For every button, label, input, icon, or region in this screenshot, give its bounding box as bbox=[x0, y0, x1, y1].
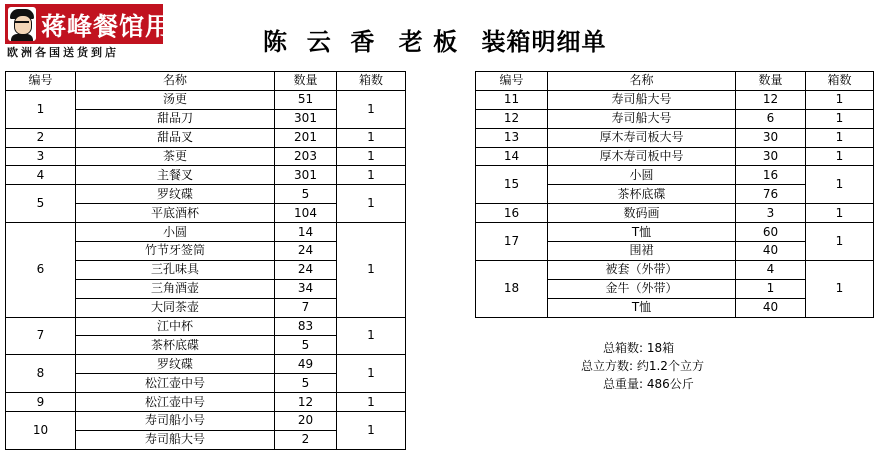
cell-name: 小圆 bbox=[76, 223, 275, 242]
cell-boxes: 1 bbox=[806, 128, 874, 147]
table-row bbox=[476, 147, 874, 166]
cell-qty: 301 bbox=[275, 166, 337, 185]
cell-qty: 51 bbox=[275, 90, 337, 109]
cell-no: 14 bbox=[476, 147, 548, 166]
cell-qty: 7 bbox=[275, 298, 337, 317]
cell-boxes: 1 bbox=[337, 147, 406, 166]
cell-boxes: 1 bbox=[337, 393, 406, 412]
cell-qty: 301 bbox=[275, 109, 337, 128]
cell-qty: 83 bbox=[275, 317, 337, 336]
cell-qty: 4 bbox=[736, 260, 806, 279]
table-row bbox=[476, 128, 874, 147]
cell-name: 竹节牙签筒 bbox=[76, 242, 275, 261]
title-customer-name: 陈 云 香 bbox=[263, 28, 376, 56]
cell-boxes: 1 bbox=[806, 166, 874, 204]
cell-no: 1 bbox=[6, 90, 76, 128]
cell-qty: 5 bbox=[275, 336, 337, 355]
cell-qty: 6 bbox=[736, 109, 806, 128]
cell-qty: 30 bbox=[736, 128, 806, 147]
portrait-icon bbox=[8, 7, 36, 41]
cell-qty: 2 bbox=[275, 430, 337, 449]
cell-boxes: 1 bbox=[337, 90, 406, 128]
table-header-row bbox=[476, 72, 874, 91]
cell-qty: 1 bbox=[736, 279, 806, 298]
cell-qty: 5 bbox=[275, 374, 337, 393]
cell-qty: 12 bbox=[275, 393, 337, 412]
summary-total-boxes: 总箱数: 18箱 bbox=[603, 341, 675, 355]
table-row bbox=[6, 223, 406, 242]
cell-boxes: 1 bbox=[337, 223, 406, 317]
header-no: 编号 bbox=[476, 72, 548, 91]
cell-qty: 201 bbox=[275, 128, 337, 147]
table-row bbox=[6, 393, 406, 412]
cell-no: 17 bbox=[476, 223, 548, 261]
cell-name: 金牛（外带） bbox=[548, 279, 736, 298]
cell-no: 7 bbox=[6, 317, 76, 355]
header-boxes: 箱数 bbox=[337, 72, 406, 91]
cell-qty: 5 bbox=[275, 185, 337, 204]
table-header-row bbox=[6, 72, 406, 91]
cell-no: 9 bbox=[6, 393, 76, 412]
cell-no: 2 bbox=[6, 128, 76, 147]
table-row bbox=[476, 204, 874, 223]
cell-qty: 40 bbox=[736, 242, 806, 261]
table-row bbox=[6, 166, 406, 185]
table-row bbox=[6, 412, 406, 431]
cell-no: 16 bbox=[476, 204, 548, 223]
cell-name: 主餐叉 bbox=[76, 166, 275, 185]
cell-qty: 104 bbox=[275, 204, 337, 223]
cell-name: 平底酒杯 bbox=[76, 204, 275, 223]
cell-name: 茶更 bbox=[76, 147, 275, 166]
cell-no: 4 bbox=[6, 166, 76, 185]
cell-name: 寿司船大号 bbox=[548, 109, 736, 128]
cell-no: 10 bbox=[6, 412, 76, 450]
logo-company-name: 蒋峰餐馆用品 bbox=[41, 12, 198, 41]
cell-qty: 24 bbox=[275, 260, 337, 279]
cell-qty: 34 bbox=[275, 279, 337, 298]
cell-qty: 3 bbox=[736, 204, 806, 223]
cell-name: 厚木寿司板中号 bbox=[548, 147, 736, 166]
logo-slogan: 欧洲各国送货到店 bbox=[7, 46, 119, 59]
cell-boxes: 1 bbox=[337, 412, 406, 450]
table-row bbox=[476, 260, 874, 279]
cell-boxes: 1 bbox=[337, 128, 406, 147]
cell-name: 围裙 bbox=[548, 242, 736, 261]
table-row bbox=[476, 90, 874, 109]
cell-name: 被套（外带） bbox=[548, 260, 736, 279]
header-no: 编号 bbox=[6, 72, 76, 91]
cell-no: 3 bbox=[6, 147, 76, 166]
cell-qty: 30 bbox=[736, 147, 806, 166]
cell-boxes: 1 bbox=[806, 260, 874, 317]
cell-boxes: 1 bbox=[337, 185, 406, 223]
cell-name: 寿司船大号 bbox=[76, 430, 275, 449]
cell-name: 罗纹碟 bbox=[76, 185, 275, 204]
cell-name: 茶杯底碟 bbox=[548, 185, 736, 204]
header-name: 名称 bbox=[548, 72, 736, 91]
logo-banner bbox=[5, 4, 198, 44]
table-row bbox=[6, 355, 406, 374]
page-title bbox=[263, 22, 607, 57]
cell-qty: 40 bbox=[736, 298, 806, 317]
cell-name: 松江壶中号 bbox=[76, 374, 275, 393]
summary-block bbox=[581, 339, 704, 393]
cell-name: 松江壶中号 bbox=[76, 393, 275, 412]
packing-table-right bbox=[475, 71, 874, 318]
cell-name: 罗纹碟 bbox=[76, 355, 275, 374]
table-row bbox=[6, 317, 406, 336]
cell-name: 江中杯 bbox=[76, 317, 275, 336]
cell-boxes: 1 bbox=[337, 317, 406, 355]
table-row bbox=[476, 166, 874, 185]
cell-name: 数码画 bbox=[548, 204, 736, 223]
title-subject: 装箱明细单 bbox=[481, 28, 607, 56]
packing-table-left bbox=[5, 71, 406, 450]
cell-no: 11 bbox=[476, 90, 548, 109]
cell-name: 寿司船大号 bbox=[548, 90, 736, 109]
cell-boxes: 1 bbox=[806, 223, 874, 261]
cell-no: 8 bbox=[6, 355, 76, 393]
cell-name: 大同茶壶 bbox=[76, 298, 275, 317]
cell-name: 汤更 bbox=[76, 90, 275, 109]
table-row bbox=[6, 185, 406, 204]
cell-no: 12 bbox=[476, 109, 548, 128]
cell-qty: 16 bbox=[736, 166, 806, 185]
cell-no: 6 bbox=[6, 223, 76, 317]
cell-name: 寿司船小号 bbox=[76, 412, 275, 431]
cell-no: 5 bbox=[6, 185, 76, 223]
cell-name: 厚木寿司板大号 bbox=[548, 128, 736, 147]
cell-qty: 76 bbox=[736, 185, 806, 204]
cell-qty: 14 bbox=[275, 223, 337, 242]
cell-boxes: 1 bbox=[806, 90, 874, 109]
cell-no: 15 bbox=[476, 166, 548, 204]
cell-boxes: 1 bbox=[337, 166, 406, 185]
cell-qty: 12 bbox=[736, 90, 806, 109]
cell-boxes: 1 bbox=[806, 204, 874, 223]
cell-name: 三角酒壶 bbox=[76, 279, 275, 298]
header-qty: 数量 bbox=[275, 72, 337, 91]
table-row bbox=[476, 223, 874, 242]
cell-name: T恤 bbox=[548, 223, 736, 242]
cell-name: 甜品叉 bbox=[76, 128, 275, 147]
cell-name: T恤 bbox=[548, 298, 736, 317]
cell-boxes: 1 bbox=[806, 109, 874, 128]
header-qty: 数量 bbox=[736, 72, 806, 91]
cell-name: 茶杯底碟 bbox=[76, 336, 275, 355]
cell-no: 13 bbox=[476, 128, 548, 147]
cell-name: 甜品刀 bbox=[76, 109, 275, 128]
table-row bbox=[6, 147, 406, 166]
header-name: 名称 bbox=[76, 72, 275, 91]
table-row bbox=[476, 109, 874, 128]
header-boxes: 箱数 bbox=[806, 72, 874, 91]
summary-total-weight: 总重量: 486公斤 bbox=[603, 377, 694, 391]
company-logo bbox=[5, 4, 198, 59]
cell-qty: 203 bbox=[275, 147, 337, 166]
cell-no: 18 bbox=[476, 260, 548, 317]
cell-name: 小圆 bbox=[548, 166, 736, 185]
table-row bbox=[6, 128, 406, 147]
summary-total-volume: 总立方数: 约1.2个立方 bbox=[581, 359, 704, 373]
cell-boxes: 1 bbox=[337, 355, 406, 393]
cell-qty: 60 bbox=[736, 223, 806, 242]
cell-qty: 24 bbox=[275, 242, 337, 261]
table-row bbox=[6, 90, 406, 109]
cell-name: 三孔味具 bbox=[76, 260, 275, 279]
cell-qty: 49 bbox=[275, 355, 337, 374]
cell-boxes: 1 bbox=[806, 147, 874, 166]
title-role: 老 板 bbox=[398, 28, 459, 56]
cell-qty: 20 bbox=[275, 412, 337, 431]
